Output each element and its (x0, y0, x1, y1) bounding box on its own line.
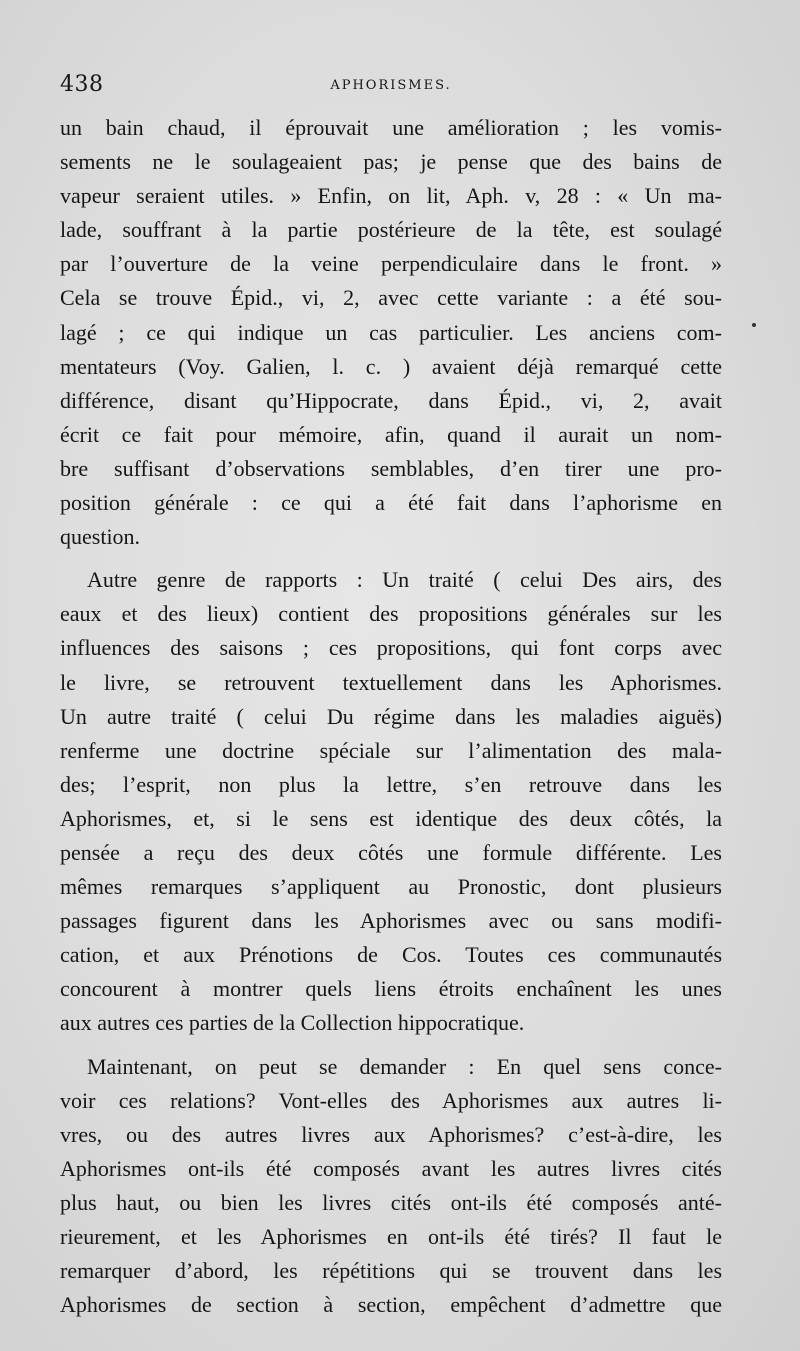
text-line: Aphorismes de section à section, empêchent d’admettre que (60, 1292, 722, 1318)
text-line: voir ces relations? Vont-elles des Aphorismes aux autres li- (60, 1087, 722, 1113)
text-line: passages figurent dans les Aphorismes avec ou sans modifi- (60, 908, 722, 934)
paragraph (60, 563, 722, 1040)
text-line: Autre genre de rapports : Un traité ( celui Des airs, des (87, 567, 722, 593)
text-line: Aphorismes ont-ils été composés avant les autres livres cités (60, 1155, 722, 1181)
ink-speck (752, 323, 756, 327)
text-line: aux autres ces parties de la Collection hippocratique. (60, 1010, 525, 1036)
text-line: renferme une doctrine spéciale sur l’alimentation des mala- (60, 737, 722, 763)
text-line: le livre, se retrouvent textuellement dans les Aphorismes. (60, 669, 722, 695)
text-line: sements ne le soulageaient pas; je pense que des bains de (60, 149, 722, 175)
text-line: plus haut, ou bien les livres cités ont-ils été composés anté- (60, 1189, 722, 1215)
page-number: 438 (60, 72, 104, 97)
text-line: rieurement, et les Aphorismes en ont-ils été tirés? Il faut le (60, 1224, 722, 1249)
text-line: Un autre traité ( celui Du régime dans les maladies aiguës) (60, 703, 722, 729)
text-line: Maintenant, on peut se demander : En quel sens conce- (87, 1053, 722, 1079)
text-line: cation, et aux Prénotions de Cos. Toutes ces communautés (60, 942, 722, 968)
text-line: eaux et des lieux) contient des propositions générales sur les (60, 601, 722, 627)
text-line: lagé ; ce qui indique un cas particulier. Les anciens com- (60, 319, 722, 345)
body-text (60, 111, 722, 1322)
text-line: lade, souffrant à la partie postérieure de la tête, est soulagé (60, 217, 722, 243)
paragraph (60, 1050, 722, 1323)
text-line: un bain chaud, il éprouvait une amélioration ; les vomis- (60, 115, 722, 140)
text-line: écrit ce fait pour mémoire, afin, quand il aurait un nom- (60, 421, 722, 447)
text-line: mêmes remarques s’appliquent au Pronostic, dont plusieurs (60, 874, 722, 900)
text-line: vapeur seraient utiles. » Enfin, on lit, Aph. v, 28 : « Un ma- (60, 183, 722, 209)
text-line: remarquer d’abord, les répétitions qui se trouvent dans les (60, 1258, 722, 1284)
text-line: des; l’esprit, non plus la lettre, s’en retrouve dans les (60, 771, 722, 797)
text-line: vres, ou des autres livres aux Aphorismes? c’est-à-dire, les (60, 1121, 722, 1147)
text-line: bre suffisant d’observations semblables, d’en tirer une pro- (60, 455, 722, 481)
text-line: Cela se trouve Épid., vi, 2, avec cette variante : a été sou- (60, 285, 722, 311)
text-line: concourent à montrer quels liens étroits enchaînent les unes (60, 976, 722, 1002)
text-line: différence, disant qu’Hippocrate, dans Épid., vi, 2, avait (60, 387, 722, 413)
paragraph (60, 111, 722, 554)
text-line: pensée a reçu des deux côtés une formule différente. Les (60, 839, 722, 865)
text-line: position générale : ce qui a été fait dans l’aphorisme en (60, 490, 722, 516)
text-line: Aphorismes, et, si le sens est identique des deux côtés, la (60, 805, 722, 831)
text-line: question. (60, 524, 141, 550)
running-head: APHORISMES. (330, 78, 452, 93)
page-header (60, 72, 722, 102)
text-line: par l’ouverture de la veine perpendiculaire dans le front. » (60, 251, 722, 277)
text-line: influences des saisons ; ces propositions, qui font corps avec (60, 635, 722, 661)
text-line: mentateurs (Voy. Galien, l. c. ) avaient déjà remarqué cette (60, 353, 722, 379)
